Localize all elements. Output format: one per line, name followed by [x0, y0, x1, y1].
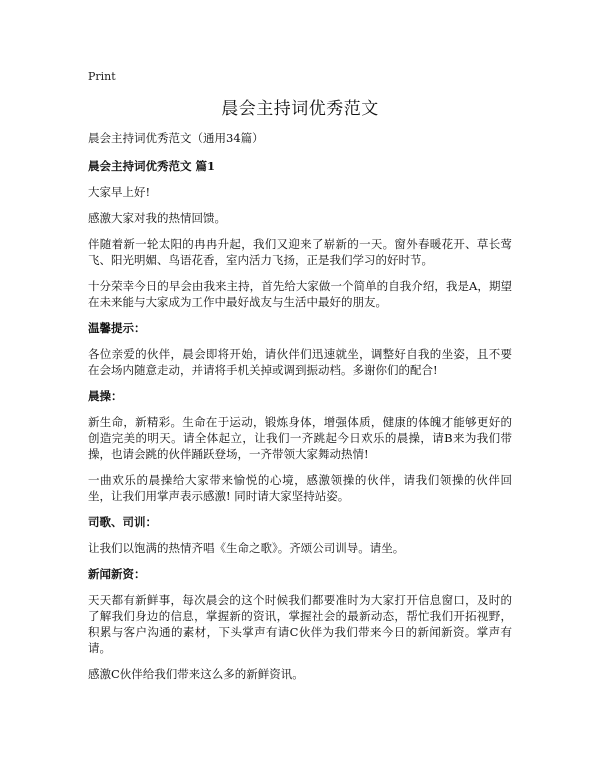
document-subtitle: 晨会主持词优秀范文（通用34篇）	[88, 131, 264, 145]
paragraph-news-thanks: 感激C伙伴给我们带来这么多的新鲜资讯。	[88, 667, 304, 681]
heading-song: 司歌、司训：	[88, 515, 157, 529]
paragraph-self-intro: 十分荣幸今日的早会由我来主持，首先给大家做一个简单的自我介绍，我是A，期望在未来能与大家成为工作中最好战友与生活中最好的朋友。	[88, 279, 512, 309]
paragraph-thanks: 感激大家对我的热情回馈。	[88, 211, 226, 225]
paragraph-exercise: 新生命，新精彩。生命在于运动，锻炼身体，增强体质，健康的体魄才能够更好的创造完美的明天。请全体起立，让我们一齐跳起今日欢乐的晨操，请B来为我们带操，也请会跳的伙伴踊跃登场，一齐带领大家舞动热情!	[88, 415, 512, 461]
paragraph-opening: 伴随着新一轮太阳的冉冉升起，我们又迎来了崭新的一天。窗外春暖花开、草长莺飞、阳光明媚、鸟语花香，室内活力飞扬，正是我们学习的好时节。	[88, 237, 512, 267]
paragraph-tips: 各位亲爱的伙伴，晨会即将开始，请伙伴们迅速就坐，调整好自我的坐姿，且不要在会场内随意走动，并请将手机关掉或调到振动档。多谢你们的配合!	[88, 347, 512, 377]
page-title: 晨会主持词优秀范文	[221, 99, 379, 119]
print-label: Print	[88, 70, 116, 83]
paragraph-news: 天天都有新鲜事，每次晨会的这个时候我们都要准时为大家打开信息窗口，及时的了解我们身边的信息，掌握新的资讯，掌握社会的最新动态，帮忙我们开拓视野，积累与客户沟通的素材，下头掌声有请C伙伴为我们带来今日的新闻新资。掌声有请。	[88, 593, 512, 655]
heading-exercise: 晨操：	[88, 389, 123, 403]
heading-news: 新闻新资：	[88, 567, 146, 581]
paragraph-greeting: 大家早上好!	[88, 185, 151, 199]
paragraph-exercise-thanks: 一曲欢乐的晨操给大家带来愉悦的心境，感激领操的伙伴，请我们领操的伙伴回坐，让我们用掌声表示感激! 同时请大家坚持站姿。	[88, 473, 512, 503]
paragraph-song: 让我们以饱满的热情齐唱《生命之歌》。齐颂公司训导。请坐。	[88, 541, 405, 555]
article-heading: 晨会主持词优秀范文 篇1	[88, 159, 216, 173]
heading-tips: 温馨提示：	[88, 321, 146, 335]
